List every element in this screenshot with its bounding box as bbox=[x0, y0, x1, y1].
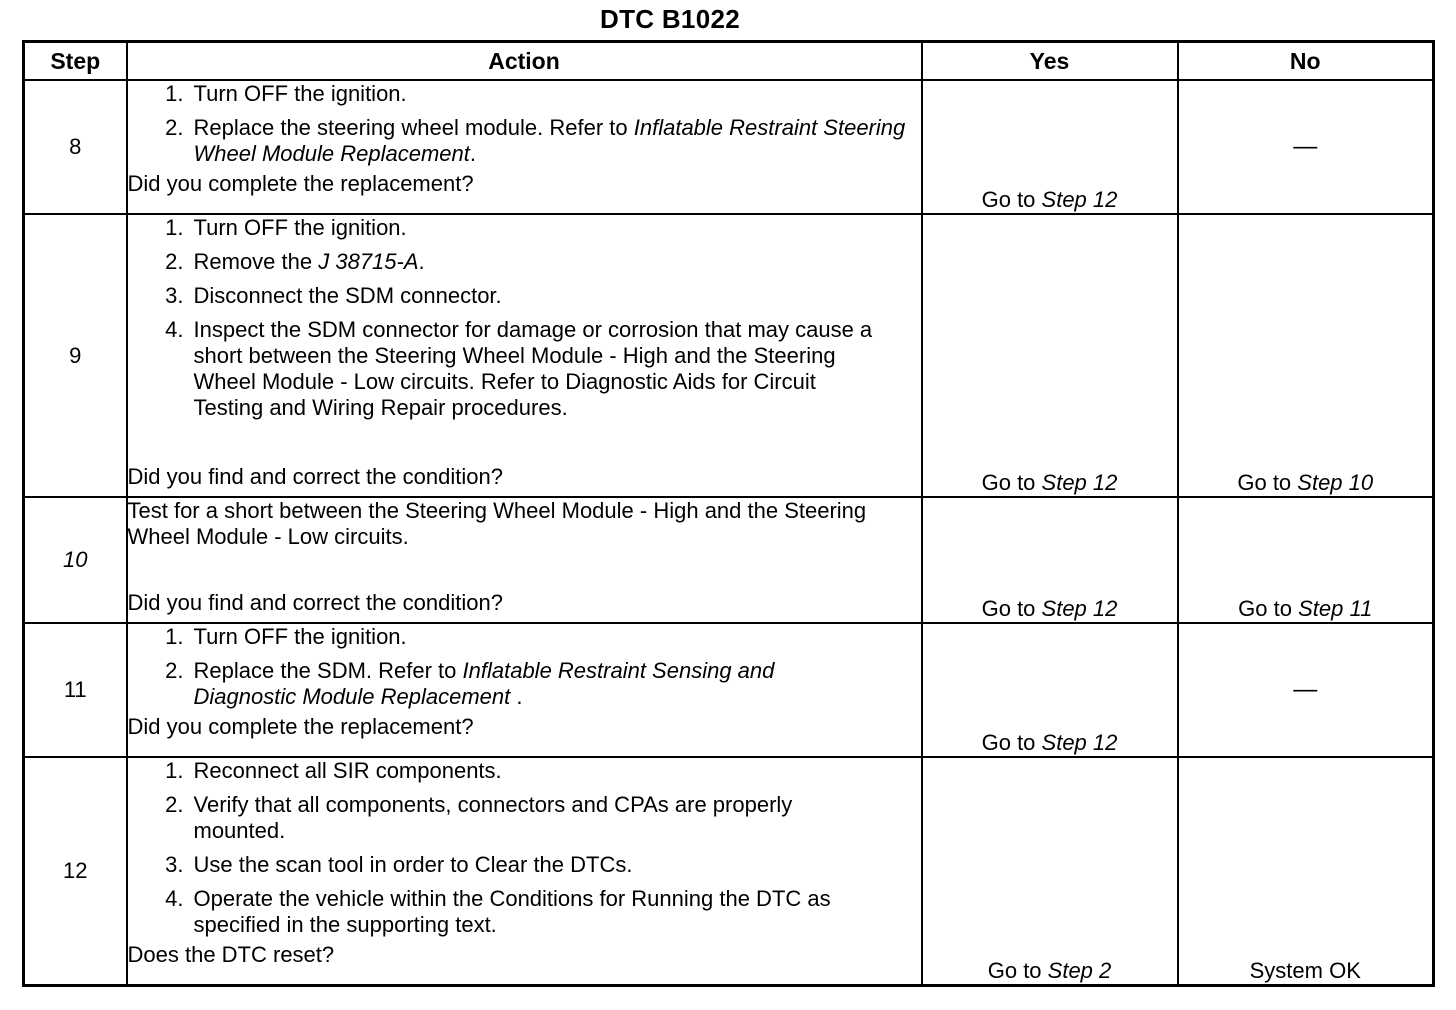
diagnostic-table bbox=[22, 40, 1435, 987]
yes-cell: Go to Step 12 bbox=[922, 623, 1178, 757]
header-yes: Yes bbox=[922, 42, 1178, 81]
step-reference: Step 12 bbox=[1041, 470, 1118, 495]
list-item bbox=[128, 249, 921, 275]
item-text: Use the scan tool in order to Clear the DTCs. bbox=[193, 852, 633, 877]
table-row-step-10 bbox=[24, 497, 1434, 623]
item-number: 1. bbox=[165, 81, 184, 106]
table-row-step-8 bbox=[24, 80, 1434, 214]
yes-cell: Go to Step 12 bbox=[922, 80, 1178, 214]
step-reference: Step 12 bbox=[1041, 187, 1118, 212]
action-question: Did you complete the replacement? bbox=[127, 171, 474, 196]
tool-reference: J 38715-A bbox=[318, 249, 419, 274]
action-cell bbox=[127, 80, 922, 214]
header-step: Step bbox=[24, 42, 127, 81]
item-text: Reconnect all SIR components. bbox=[193, 758, 502, 783]
list-item bbox=[128, 886, 921, 938]
yes-cell: Go to Step 12 bbox=[922, 497, 1178, 623]
item-text: Inspect the SDM connector for damage or corrosion that may cause a short between the Steering Wheel Module - High and the Steering Wheel Module - Low circuits. Refer to Diagnostic Aids for Circuit Testing and Wiring Repair procedures. bbox=[193, 317, 873, 420]
action-list bbox=[128, 81, 921, 171]
item-number: 2. bbox=[165, 249, 184, 274]
action-text: Test for a short between the Steering Wheel Module - High and the Steering Wheel Module - Low circuits. bbox=[127, 498, 867, 549]
action-list bbox=[128, 758, 921, 942]
item-number: 3. bbox=[165, 852, 184, 877]
step-reference: Step 10 bbox=[1297, 470, 1374, 495]
item-number: 3. bbox=[165, 283, 184, 308]
step-number: 9 bbox=[24, 214, 127, 497]
no-cell: — bbox=[1178, 623, 1434, 757]
item-text: Disconnect the SDM connector. bbox=[193, 283, 502, 308]
list-item bbox=[128, 81, 921, 107]
list-item bbox=[128, 658, 921, 710]
action-list bbox=[128, 624, 921, 714]
table-row-step-9 bbox=[24, 214, 1434, 497]
list-item bbox=[128, 317, 921, 421]
item-text: Replace the steering wheel module. Refer to Inflatable Restraint Steering Wheel Module Replacement. bbox=[193, 115, 906, 166]
item-number: 1. bbox=[165, 624, 184, 649]
item-number: 1. bbox=[165, 758, 184, 783]
item-text: Turn OFF the ignition. bbox=[193, 215, 407, 240]
item-number: 2. bbox=[165, 115, 184, 140]
item-text: Verify that all components, connectors and CPAs are properly mounted. bbox=[193, 792, 793, 843]
step-number: 8 bbox=[24, 80, 127, 214]
action-list bbox=[128, 215, 921, 429]
list-item bbox=[128, 283, 921, 309]
yes-cell: Go to Step 12 bbox=[922, 214, 1178, 497]
item-text: Remove the J 38715-A. bbox=[193, 249, 425, 274]
item-number: 2. bbox=[165, 658, 184, 683]
no-cell: — bbox=[1178, 80, 1434, 214]
list-item bbox=[128, 792, 921, 844]
action-cell bbox=[127, 757, 922, 985]
no-cell: Go to Step 11 bbox=[1178, 497, 1434, 623]
yes-cell: Go to Step 2 bbox=[922, 757, 1178, 985]
list-item bbox=[128, 758, 921, 784]
step-reference: Step 2 bbox=[1047, 957, 1112, 983]
no-cell: System OK bbox=[1178, 757, 1434, 985]
procedure-reference: Inflatable Restraint Sensing and Diagnostic Module Replacement bbox=[193, 658, 775, 709]
step-reference: Step 12 bbox=[1041, 596, 1118, 621]
item-number: 4. bbox=[165, 886, 184, 911]
item-text: Replace the SDM. Refer to Inflatable Restraint Sensing and Diagnostic Module Replacement . bbox=[193, 658, 775, 709]
header-row bbox=[24, 42, 1434, 81]
header-no: No bbox=[1178, 42, 1434, 81]
list-item bbox=[128, 624, 921, 650]
action-question: Did you find and correct the condition? bbox=[127, 590, 503, 615]
item-text: Turn OFF the ignition. bbox=[193, 624, 407, 649]
step-reference: Step 11 bbox=[1298, 596, 1373, 621]
step-number: 11 bbox=[24, 623, 127, 757]
action-cell bbox=[127, 623, 922, 757]
list-item bbox=[128, 215, 921, 241]
item-number: 1. bbox=[165, 215, 184, 240]
document-title: DTC B1022 bbox=[600, 4, 740, 34]
action-question: Does the DTC reset? bbox=[127, 942, 335, 967]
item-text: Operate the vehicle within the Conditions for Running the DTC as specified in the supporting text. bbox=[193, 886, 831, 937]
no-cell: Go to Step 10 bbox=[1178, 214, 1434, 497]
action-question: Did you find and correct the condition? bbox=[127, 464, 503, 489]
step-number: 10 bbox=[24, 497, 127, 623]
table-row-step-12 bbox=[24, 757, 1434, 985]
item-number: 4. bbox=[165, 317, 184, 342]
item-text: Turn OFF the ignition. bbox=[193, 81, 407, 106]
list-item bbox=[128, 115, 921, 167]
header-action: Action bbox=[127, 42, 922, 81]
item-number: 2. bbox=[165, 792, 184, 817]
list-item bbox=[128, 852, 921, 878]
step-reference: Step 12 bbox=[1041, 730, 1118, 755]
action-question: Did you complete the replacement? bbox=[127, 714, 474, 739]
procedure-reference: Inflatable Restraint Steering Wheel Module Replacement bbox=[193, 115, 906, 166]
action-cell bbox=[127, 214, 922, 497]
table-row-step-11 bbox=[24, 623, 1434, 757]
step-number: 12 bbox=[24, 757, 127, 985]
action-cell bbox=[127, 497, 922, 623]
